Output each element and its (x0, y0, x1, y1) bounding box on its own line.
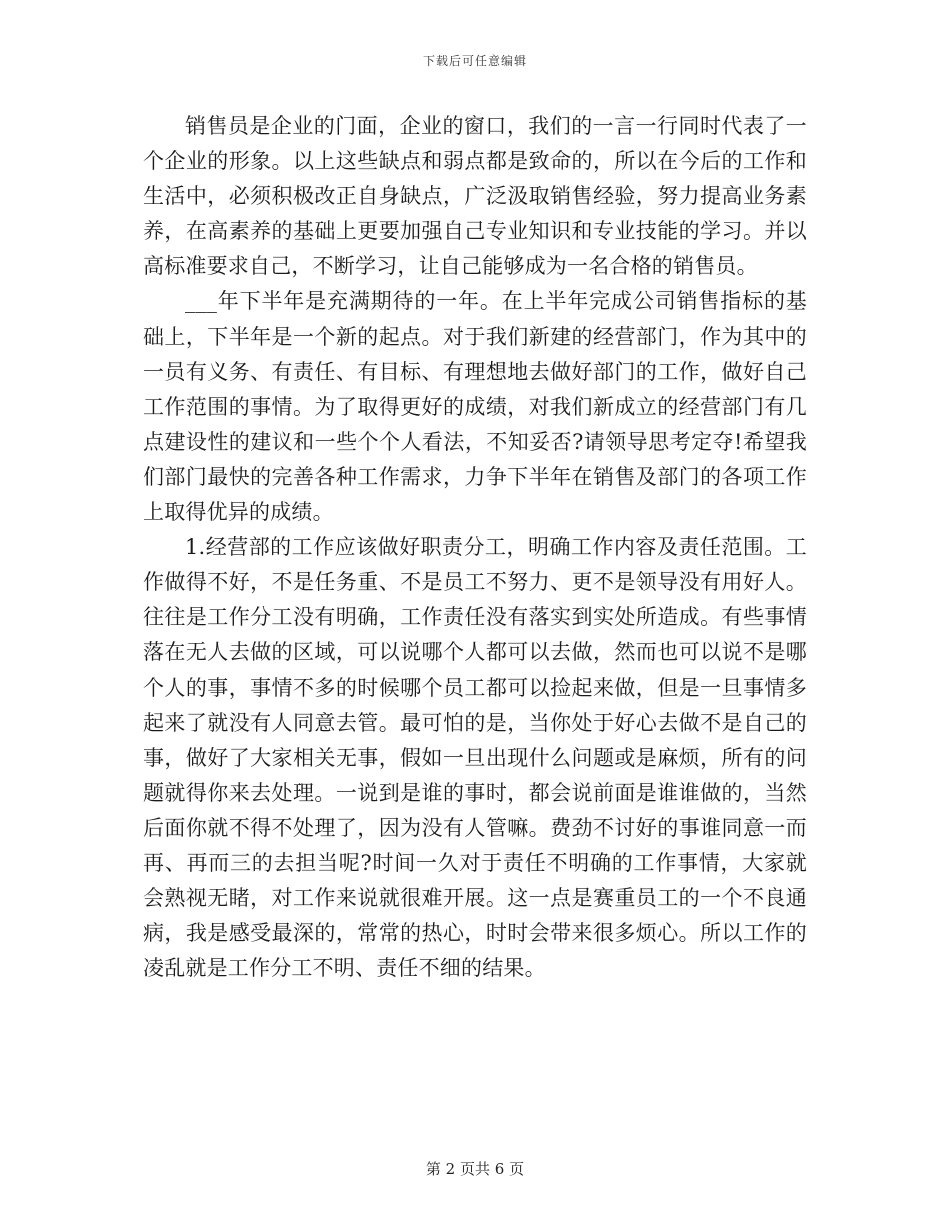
paragraph-1: 销售员是企业的门面，企业的窗口，我们的一言一行同时代表了一个企业的形象。以上这些缺点和弱点都是致命的，所以在今后的工作和生活中，必须积极改正自身缺点，广泛汲取销售经验，努力提高业务素养，在高素养的基础上更要加强自己专业知识和专业技能的学习。并以高标准要求自己，不断学习，让自己能够成为一名合格的销售员。 (143, 114, 807, 279)
document-body (143, 109, 807, 986)
page-header: 下载后可任意编辑 (422, 54, 527, 68)
page-footer: 第 2 页共 6 页 (425, 1160, 525, 1178)
paragraph-3: 1.经营部的工作应该做好职责分工，明确工作内容及责任范围。工作做得不好，不是任务重、不是员工不努力、更不是领导没有用好人。往往是工作分工没有明确，工作责任没有落实到实处所造成。有些事情落在无人去做的区域，可以说哪个人都可以去做，然而也可以说不是哪个人的事，事情不多的时候哪个员工都可以捡起来做，但是一旦事情多起来了就没有人同意去管。最可怕的是，当你处于好心去做不是自己的事，做好了大家相关无事，假如一旦出现什么问题或是麻烦，所有的问题就得你来去处理。一说到是谁的事时，都会说前面是谁谁做的，当然后面你就不得不处理了，因为没有人管嘛。费劲不讨好的事谁同意一而再、再而三的去担当呢?时间一久对于责任不明确的工作事情，大家就会熟视无睹，对工作来说就很难开展。这一点是赛重员工的一个不良通病，我是感受最深的，常常的热心，时时会带来很多烦心。所以工作的凌乱就是工作分工不明、责任不细的结果。 (143, 535, 807, 981)
paragraph-2: ___年下半年是充满期待的一年。在上半年完成公司销售指标的基础上，下半年是一个新的起点。对于我们新建的经营部门，作为其中的一员有义务、有责任、有目标、有理想地去做好部门的工作，做好自己工作范围的事情。为了取得更好的成绩，对我们新成立的经营部门有几点建设性的建议和一些个个人看法，不知妥否?请领导思考定夺!希望我们部门最快的完善各种工作需求，力争下半年在销售及部门的各项工作上取得优异的成绩。 (143, 289, 807, 525)
